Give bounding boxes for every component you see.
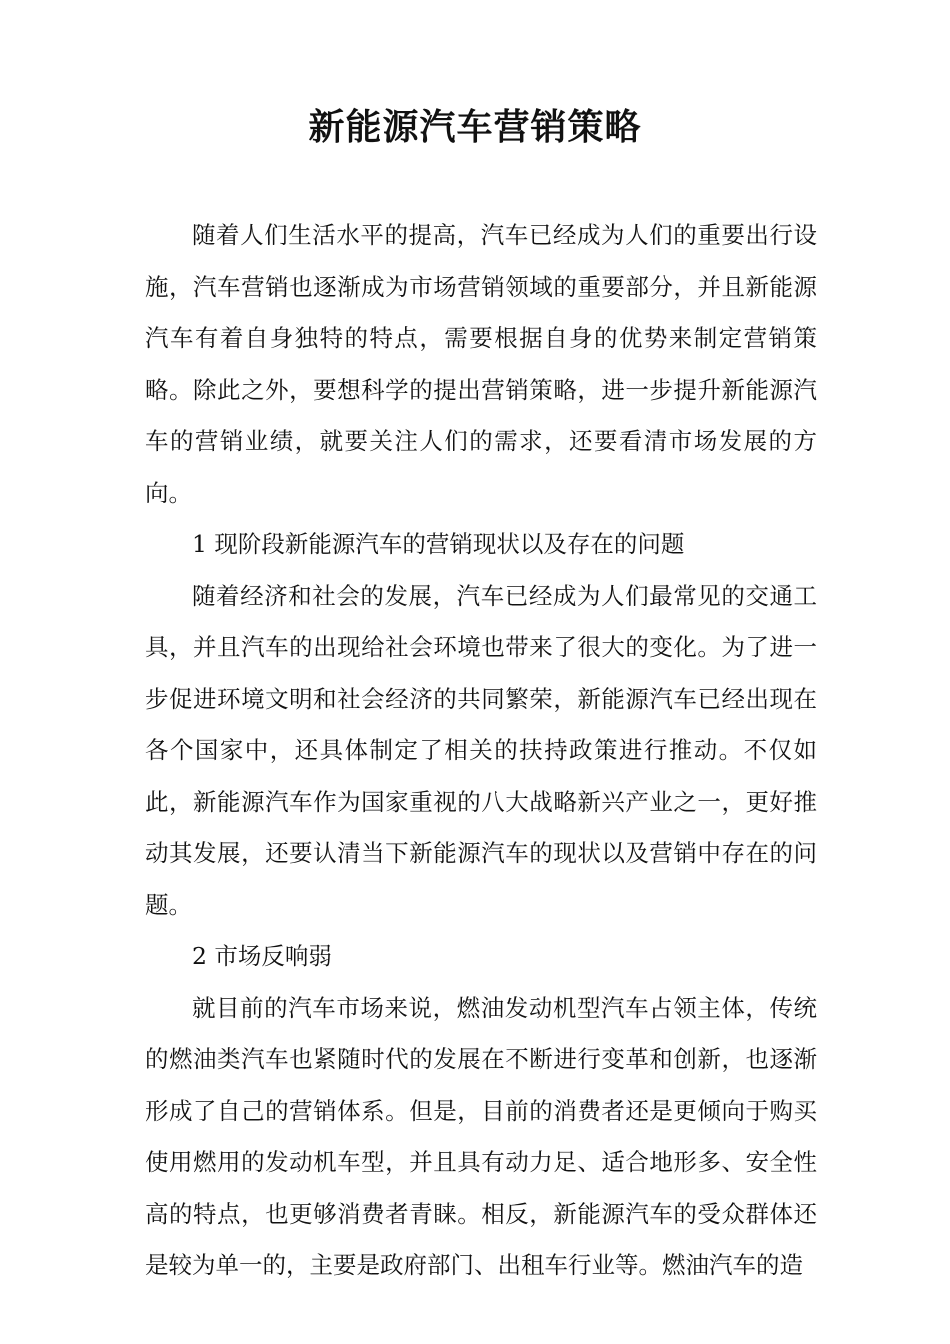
section-heading-2: 2 市场反响弱 <box>192 942 332 970</box>
paragraph-market-response: 就目前的汽车市场来说，燃油发动机型汽车占领主体，传统的燃油类汽车也紧随时代的发展在不断进行变革和创新，也逐渐形成了自己的营销体系。但是，目前的消费者还是更倾向于购买使用燃用的发动机车型，并且具有动力足、适合地形多、安全性高的特点，也更够消费者青睐。相反，新能源汽车的受众群体还是较为单一的，主要是政府部门、出租车行业等。燃油汽车的造 <box>145 993 817 1279</box>
section-heading-1: 1 现阶段新能源汽车的营销现状以及存在的问题 <box>192 530 685 558</box>
paragraph-current-status: 随着经济和社会的发展，汽车已经成为人们最常见的交通工具，并且汽车的出现给社会环境也带来了很大的变化。为了进一步促进环境文明和社会经济的共同繁荣，新能源汽车已经出现在各个国家中，还具体制定了相关的扶持政策进行推动。不仅如此，新能源汽车作为国家重视的八大战略新兴产业之一，更好推动其发展，还要认清当下新能源汽车的现状以及营销中存在的问题。 <box>145 581 817 919</box>
document-title: 新能源汽车营销策略 <box>308 107 642 148</box>
paragraph-intro: 随着人们生活水平的提高，汽车已经成为人们的重要出行设施，汽车营销也逐渐成为市场营销领域的重要部分，并且新能源汽车有着自身独特的特点，需要根据自身的优势来制定营销策略。除此之外，要想科学的提出营销策略，进一步提升新能源汽车的营销业绩，就要关注人们的需求，还要看清市场发展的方向。 <box>145 221 817 507</box>
document-body <box>145 210 817 1292</box>
